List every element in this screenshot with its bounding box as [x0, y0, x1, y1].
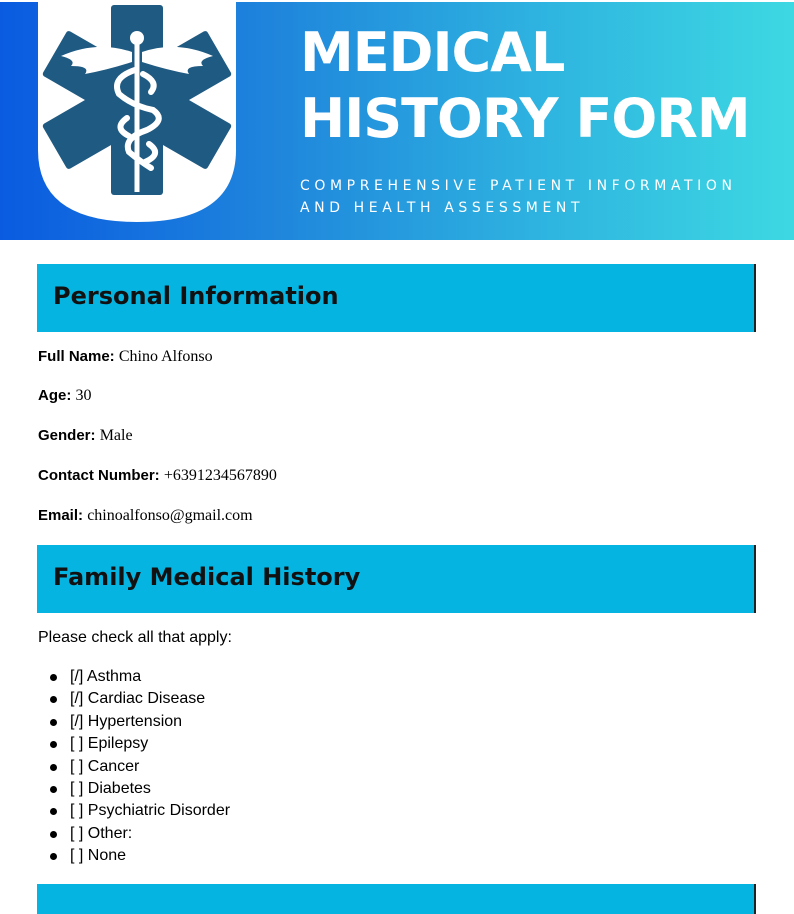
subtitle-line-1: COMPREHENSIVE PATIENT INFORMATION [300, 178, 737, 194]
field-gender [38, 427, 133, 445]
section-bar-next [37, 884, 756, 914]
section-heading-family: Family Medical History [53, 563, 361, 591]
page-title [300, 20, 750, 152]
field-label: Age: [38, 387, 72, 404]
field-value: 30 [75, 387, 92, 404]
list-item: [/] Cardiac Disease [38, 688, 230, 710]
list-item: [/] Hypertension [38, 711, 230, 733]
section-family-medical-history [37, 545, 756, 613]
field-contact-number [38, 467, 277, 485]
field-email [38, 507, 253, 525]
list-item: [ ] None [38, 845, 230, 867]
field-label: Gender: [38, 427, 96, 444]
header-banner [0, 2, 794, 240]
list-item: [ ] Epilepsy [38, 733, 230, 755]
list-item: [/] Asthma [38, 666, 230, 688]
checklist-intro: Please check all that apply: [38, 629, 232, 646]
page-subtitle [300, 175, 780, 219]
field-value: Chino Alfonso [118, 348, 213, 365]
list-item: [ ] Diabetes [38, 778, 230, 800]
section-heading-personal: Personal Information [53, 282, 339, 310]
list-item: [ ] Cancer [38, 756, 230, 778]
section-personal-information [37, 264, 756, 332]
field-label: Full Name: [38, 348, 115, 365]
field-label: Contact Number: [38, 467, 160, 484]
field-full-name [38, 348, 213, 366]
field-age [38, 387, 92, 405]
field-label: Email: [38, 507, 84, 524]
family-history-checklist [38, 666, 230, 868]
subtitle-line-2: AND HEALTH ASSESSMENT [300, 200, 585, 216]
field-value: Male [99, 427, 133, 444]
list-item: [ ] Psychiatric Disorder [38, 800, 230, 822]
field-value: +6391234567890 [163, 467, 277, 484]
title-line-1: MEDICAL [300, 21, 565, 84]
title-line-2: HISTORY FORM [300, 87, 750, 150]
field-value: chinoalfonso@gmail.com [87, 507, 253, 524]
star-of-life-caduceus-icon [38, 2, 236, 224]
list-item: [ ] Other: [38, 823, 230, 845]
